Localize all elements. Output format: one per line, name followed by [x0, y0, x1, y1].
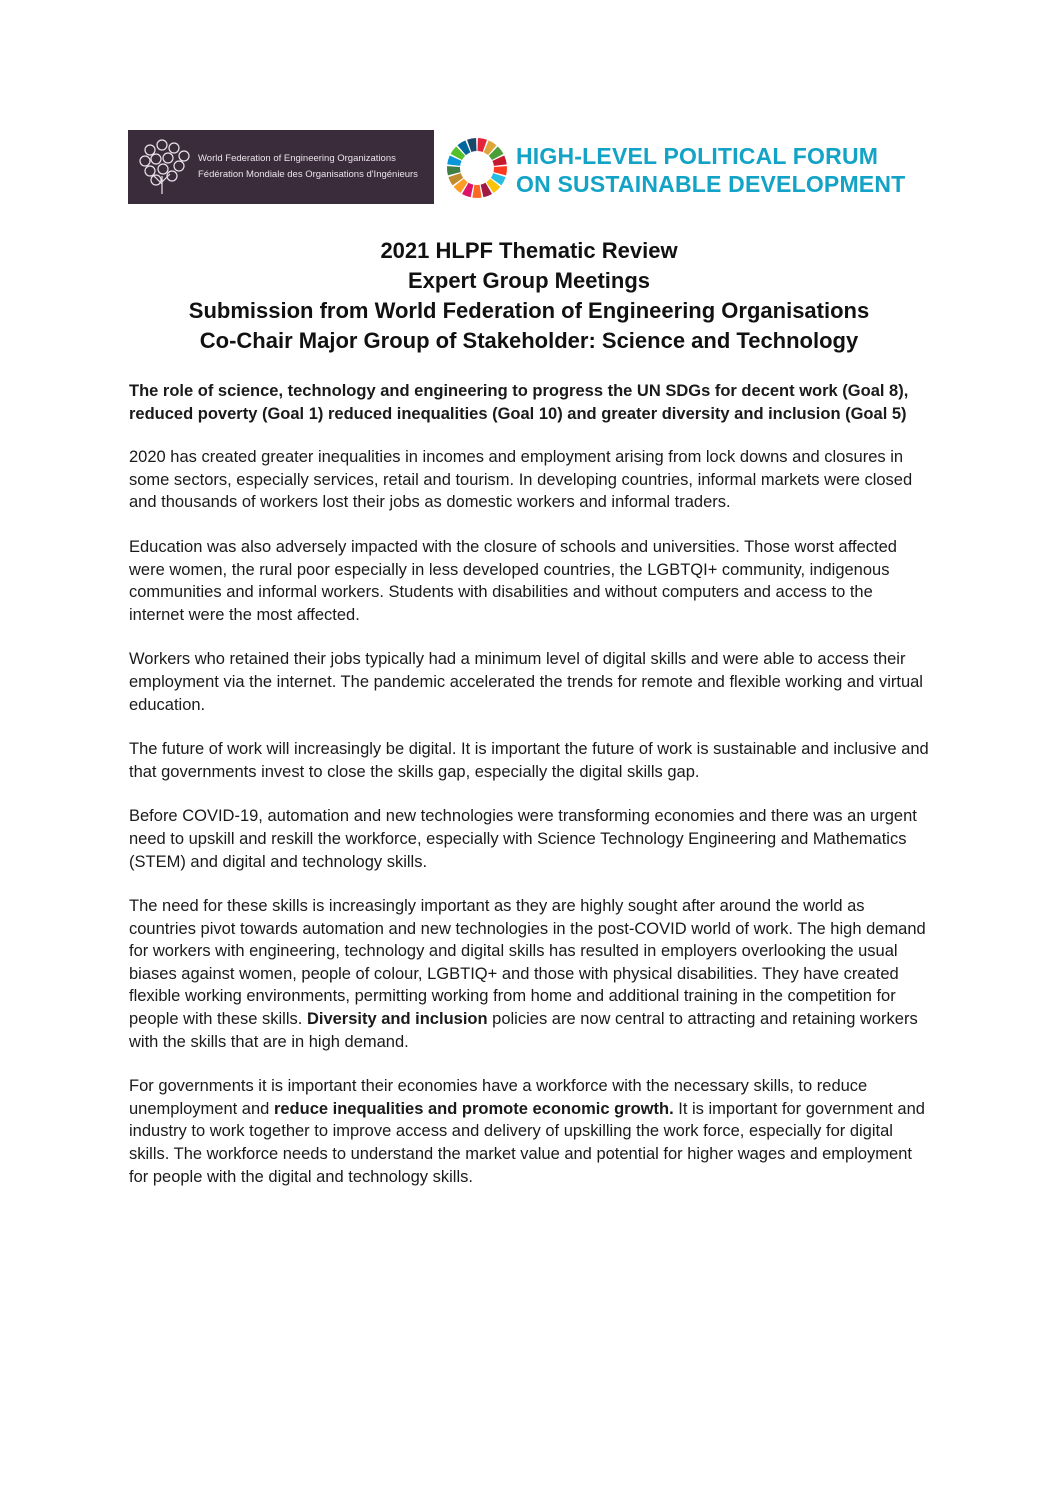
title-line-1: 2021 HLPF Thematic Review — [380, 238, 678, 263]
paragraph-7-text-b: It is important for government and industry to work together to improve access and delivery of upskilling the work force, especially for digital skills. The workforce needs to understand the market value and potential for higher wages and employment for people with the digital and technology skills. — [129, 1099, 925, 1186]
paragraph-7 — [129, 1075, 929, 1188]
paragraph-6-bold: Diversity and inclusion — [306, 1010, 488, 1029]
hlpf-line1: HIGH-LEVEL POLITICAL FORUM — [516, 143, 879, 169]
tree-icon — [136, 136, 194, 198]
sdg-wheel-segment — [472, 185, 481, 198]
hlpf-logo-text — [516, 142, 905, 198]
wfeo-name-en: World Federation of Engineering Organizations — [198, 153, 396, 164]
title-line-4: Co-Chair Major Group of Stakeholder: Science and Technology — [199, 328, 859, 353]
paragraph-5: Before COVID-19, automation and new technologies were transforming economies and there was an urgent need to upskill and reskill the workforce, especially with Science Technology Engineering and Mathematics (STEM) and digital and technology skills. — [129, 807, 917, 871]
hlpf-line2: ON SUSTAINABLE DEVELOPMENT — [516, 171, 906, 197]
wfeo-name-fr: Fédération Mondiale des Organisations d'Ingénieurs — [198, 169, 418, 180]
title-line-2: Expert Group Meetings — [407, 268, 651, 293]
paragraph-4: The future of work will increasingly be digital. It is important the future of work is sustainable and inclusive and that governments invest to close the skills gap, especially the digital skills gap. — [129, 740, 929, 781]
paragraph-2: Education was also adversely impacted with the closure of schools and universities. Those worst affected were women, the rural poor especially in less developed countries, the LGBTQI+ community, indigenous communities and informal workers. Students with disabilities and without computers and access to the internet were the most affected. — [129, 537, 897, 624]
lead-paragraph: The role of science, technology and engineering to progress the UN SDGs for decent work (Goal 8), reduced poverty (Goal 1) reduced inequalities (Goal 10) and greater diversity and inclusion (Goal 5) — [129, 382, 909, 423]
paragraph-6 — [129, 895, 929, 1053]
header-logos — [128, 130, 906, 206]
sdg-wheel-icon — [445, 136, 509, 200]
document-title — [100, 236, 958, 356]
paragraph-1: 2020 has created greater inequalities in incomes and employment arising from lock downs and closures in some sectors, especially services, retail and tourism. In developing countries, informal markets were closed and thousands of workers lost their jobs as domestic workers and informal traders. — [129, 448, 913, 512]
wfeo-logo — [128, 130, 434, 204]
paragraph-7-bold: reduce inequalities and promote economic growth. — [273, 1099, 674, 1118]
title-line-3: Submission from World Federation of Engineering Organisations — [188, 298, 870, 323]
paragraph-7-text-a: For governments it is important their economies have a workforce with the necessary skills, to reduce unemployment and — [129, 1077, 868, 1118]
paragraph-6-text-a: The need for these skills is increasingly important as they are highly sought after around the world as countries pivot towards automation and new technologies in the post-COVID world of work. The high demand for workers with engineering, technology and digital skills has resulted in employers overlooking the usual biases against women, people of colour, LGBTIQ+ and those with physical disabilities. They have created flexible working environments, permitting working from home and additional training in the competition for people with these skills. — [129, 897, 926, 1029]
paragraph-6-text-b: policies are now central to attracting and retaining workers with the skills that are in high demand. — [129, 1010, 918, 1051]
document-body — [129, 380, 929, 1210]
paragraph-3: Workers who retained their jobs typically had a minimum level of digital skills and were able to access their employment via the internet. The pandemic accelerated the trends for remote and flexible working and virtual education. — [129, 650, 923, 714]
